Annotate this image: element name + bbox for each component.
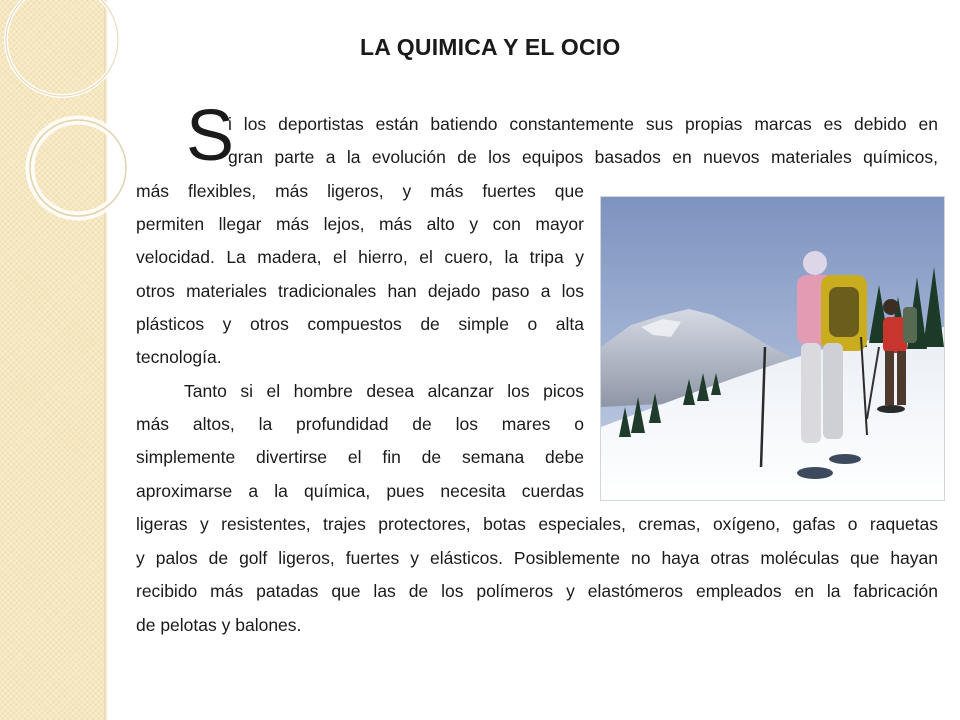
text-line: de pelotas y balones. bbox=[136, 615, 302, 635]
snow-mountain-scene bbox=[601, 197, 944, 500]
text-line: ligeras y resistentes, trajes protectores, botas especiales, cremas, oxígeno, gafas o raquetas bbox=[136, 514, 938, 534]
text-line: simplemente divertirse el fin de semana debe bbox=[136, 447, 584, 467]
text-line: aproximarse a la química, pues necesita cuerdas bbox=[136, 481, 584, 501]
text-line: i los deportistas están batiendo constantemente sus propias marcas es debido en bbox=[228, 114, 938, 134]
text-line: plásticos y otros compuestos de simple o alta bbox=[136, 314, 584, 334]
drop-cap: S bbox=[186, 96, 235, 176]
text-line: más altos, la profundidad de los mares o bbox=[136, 414, 584, 434]
text-line: permiten llegar más lejos, más alto y con mayor bbox=[136, 214, 584, 234]
page-title: LA QUIMICA Y EL OCIO bbox=[360, 34, 621, 60]
text-line: más flexibles, más ligeros, y más fuertes que bbox=[136, 181, 584, 201]
text-line: gran parte a la evolución de los equipos basados en nuevos materiales químicos, bbox=[228, 147, 938, 167]
text-line: recibido más patadas que las de los polímeros y elastómeros empleados en la fabricación bbox=[136, 581, 938, 601]
text-line: velocidad. La madera, el hierro, el cuero, la tripa y bbox=[136, 247, 584, 267]
text-line: y palos de golf ligeros, fuertes y elásticos. Posiblemente no haya otras moléculas que hayan bbox=[136, 548, 938, 568]
text-line: Tanto si el hombre desea alcanzar los picos bbox=[184, 381, 584, 401]
text-line: otros materiales tradicionales han dejado paso a los bbox=[136, 281, 584, 301]
snowshoe-hikers-photo bbox=[600, 196, 945, 501]
text-line: tecnología. bbox=[136, 347, 222, 367]
